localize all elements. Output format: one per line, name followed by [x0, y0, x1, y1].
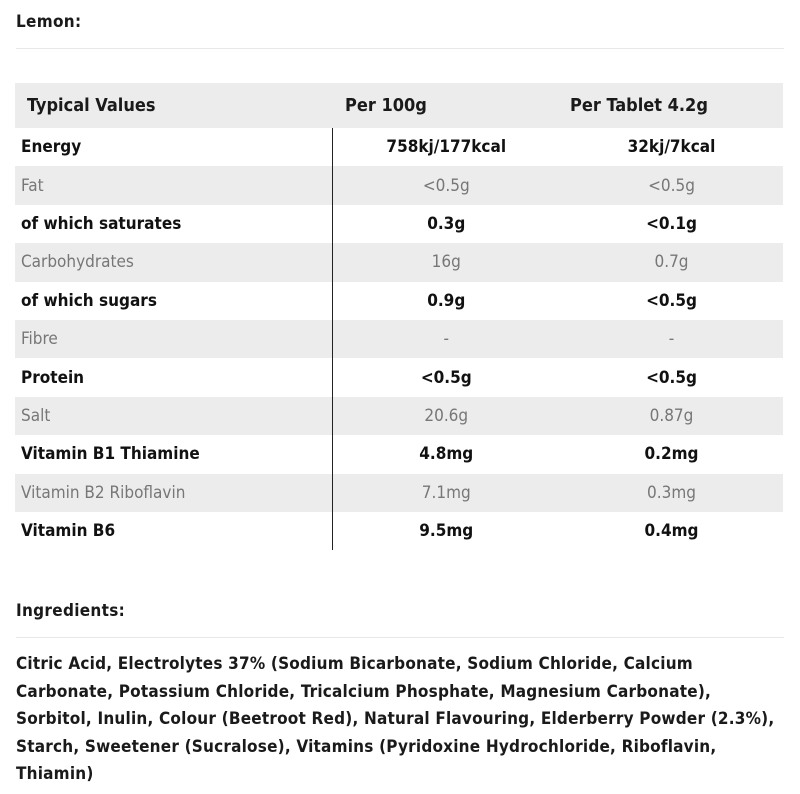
ingredients-text: Citric Acid, Electrolytes 37% (Sodium Bicarbonate, Sodium Chloride, Calcium Carbonate, Potassium Chloride, Tricalcium Phosphate, Magnesium Carbonate), Sorbitol, Inulin, Colour (Beetroot Red), Natural Flavouring, Elderberry Powder (2.3%), Starch, Sweetener (Sucralose), Vitamins (Pyridoxine Hydrochloride, Riboflavin, Thiamin) — [16, 654, 775, 784]
ingredients-heading: Ingredients: — [16, 601, 126, 621]
table-row — [15, 128, 783, 166]
table-row — [15, 320, 783, 358]
value-per-100g: 0.3g — [332, 205, 560, 243]
header-typical-values: Typical Values — [15, 83, 332, 128]
value-per-100g: 16g — [332, 243, 560, 281]
nutrient-name: Carbohydrates — [15, 243, 332, 281]
nutrient-name: Vitamin B2 Riboflavin — [15, 474, 332, 512]
table-row — [15, 435, 783, 473]
value-per-tablet: <0.5g — [646, 367, 697, 388]
value-per-tablet: 0.3mg — [560, 474, 783, 512]
nutrient-name: Protein — [21, 367, 85, 388]
table-row — [15, 166, 783, 204]
nutrient-name: Energy — [21, 137, 82, 158]
value-per-tablet: 0.7g — [560, 243, 783, 281]
table-row — [15, 474, 783, 512]
table-row — [15, 512, 783, 550]
nutrition-table — [15, 83, 783, 550]
header-per-100g: Per 100g — [332, 83, 560, 128]
value-per-100g: 20.6g — [332, 397, 560, 435]
nutrient-name: of which sugars — [21, 290, 157, 311]
value-per-tablet: 32kj/7kcal — [627, 137, 716, 158]
table-row — [15, 282, 783, 320]
flavour-heading: Lemon: — [16, 12, 82, 32]
value-per-100g: 758kj/177kcal — [332, 128, 560, 166]
value-per-100g: 7.1mg — [332, 474, 560, 512]
nutrient-name: Salt — [15, 397, 332, 435]
value-per-100g: 4.8mg — [332, 435, 560, 473]
table-row — [15, 243, 783, 281]
value-per-tablet: <0.5g — [560, 166, 783, 204]
value-per-tablet: 0.87g — [560, 397, 783, 435]
header-per-tablet: Per Tablet 4.2g — [560, 83, 783, 128]
value-per-tablet: <0.1g — [646, 213, 697, 234]
value-per-100g: <0.5g — [332, 358, 560, 396]
table-row — [15, 358, 783, 396]
value-per-tablet: - — [560, 320, 783, 358]
nutrient-name: Vitamin B6 — [21, 521, 116, 542]
value-per-100g: <0.5g — [332, 166, 560, 204]
value-per-tablet: 0.4mg — [644, 521, 699, 542]
nutrient-name: Fat — [15, 166, 332, 204]
value-per-100g: - — [332, 320, 560, 358]
value-per-100g: 9.5mg — [332, 512, 560, 550]
table-row — [15, 205, 783, 243]
nutrient-name: Vitamin B1 Thiamine — [21, 444, 200, 465]
divider — [16, 48, 784, 49]
table-header-row — [15, 83, 783, 128]
nutrient-name: of which saturates — [21, 213, 182, 234]
divider — [16, 637, 784, 638]
value-per-100g: 0.9g — [332, 282, 560, 320]
table-row — [15, 397, 783, 435]
value-per-tablet: <0.5g — [646, 290, 697, 311]
value-per-tablet: 0.2mg — [644, 444, 699, 465]
nutrient-name: Fibre — [15, 320, 332, 358]
